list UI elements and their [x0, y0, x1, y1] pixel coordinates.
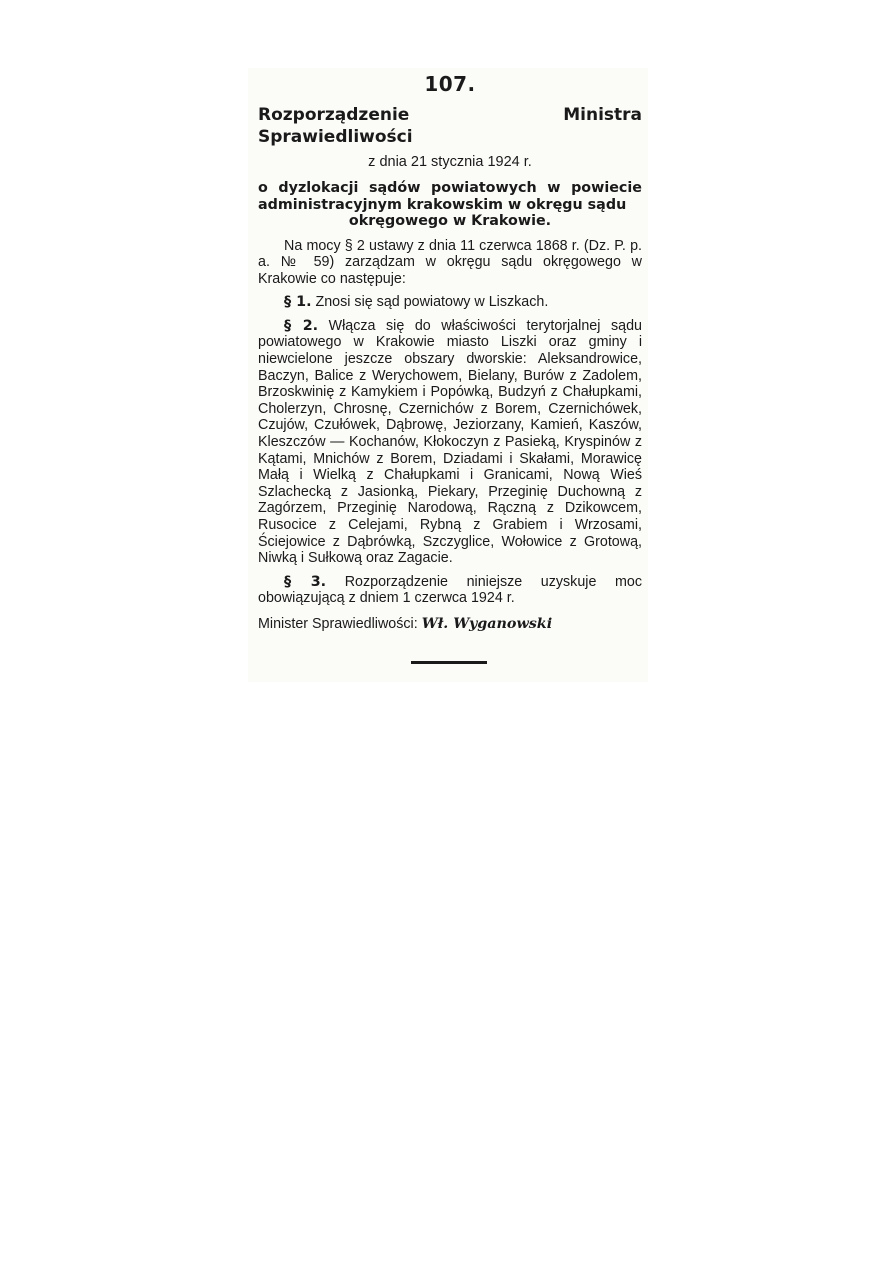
- act-date: z dnia 21 stycznia 1924 r.: [368, 154, 532, 170]
- section-3: [258, 574, 642, 607]
- section-2: [258, 318, 642, 567]
- signature-label: Minister Sprawiedliwości:: [258, 615, 418, 632]
- closing-rule: [411, 661, 487, 664]
- section-1-text: Znosi się sąd powiatowy w Liszkach.: [315, 294, 549, 311]
- subject-line-3: okręgowego w Krakowie.: [348, 213, 552, 229]
- act-subject: [258, 180, 642, 230]
- signature-name: Wł. Wyganowski: [421, 615, 553, 632]
- subject-line-1: o dyzlokacji sądów powiatowych w powiecie: [258, 180, 642, 196]
- act-title: Rozporządzenie Ministra Sprawiedliwości: [258, 105, 642, 147]
- section-1: [258, 294, 642, 311]
- document-column: [258, 72, 642, 633]
- section-2-mark: § 2.: [284, 317, 319, 334]
- section-3-mark: § 3.: [284, 573, 327, 590]
- subject-line-2: administracyjnym krakowskim w okręgu sądu: [258, 196, 627, 213]
- section-3-text: Rozporządzenie niniejsze uzyskuje moc obowiązującą z dniem 1 czerwca 1924 r.: [258, 573, 642, 607]
- preamble: Na mocy § 2 ustawy z dnia 11 czerwca 1868 r. (Dz. P. p. a. № 59) zarządzam w okręgu sądu okręgowego w Krakowie co następuje:: [258, 237, 642, 287]
- signature: [258, 615, 642, 633]
- act-number: 107.: [424, 72, 476, 96]
- section-2-text: Włącza się do właściwości terytorjalnej sądu powiatowego w Krakowie miasto Liszki oraz gminy i niewcielone jeszcze obszary dworskie: Aleksandrowice, Baczyn, Balice z Werychowem, Bielany, Burów z Zadolem, Brzoskwinię z Kamykiem i Popówką, Budzyń z Chałupkami, Cholerzyn, Chrosnę, Czernichów z Borem, Czernichówek, Czujów, Czułówek, Dąbrowę, Jeziorzany, Kamień, Kaszów, Kleszczów — Kochanów, Kłokoczyn z Pasieką, Kryspinów z Kątami, Mnichów z Borem, Dziadami i Skałami, Morawicę Małą i Wielką z Chałupkami i Granicami, Nową Wieś Szlachecką z Jasionką, Piekary, Przeginię Duchowną z Zagórzem, Przeginię Narodową, Rączną z Dzikowcem, Rusocice z Celejami, Rybną z Grabiem i Wrzosami, Ściejowice z Dąbrówką, Szczyglice, Wołowice z Grotową, Niwką i Sułkową oraz Zagacie.: [258, 317, 642, 567]
- section-1-mark: § 1.: [284, 294, 312, 311]
